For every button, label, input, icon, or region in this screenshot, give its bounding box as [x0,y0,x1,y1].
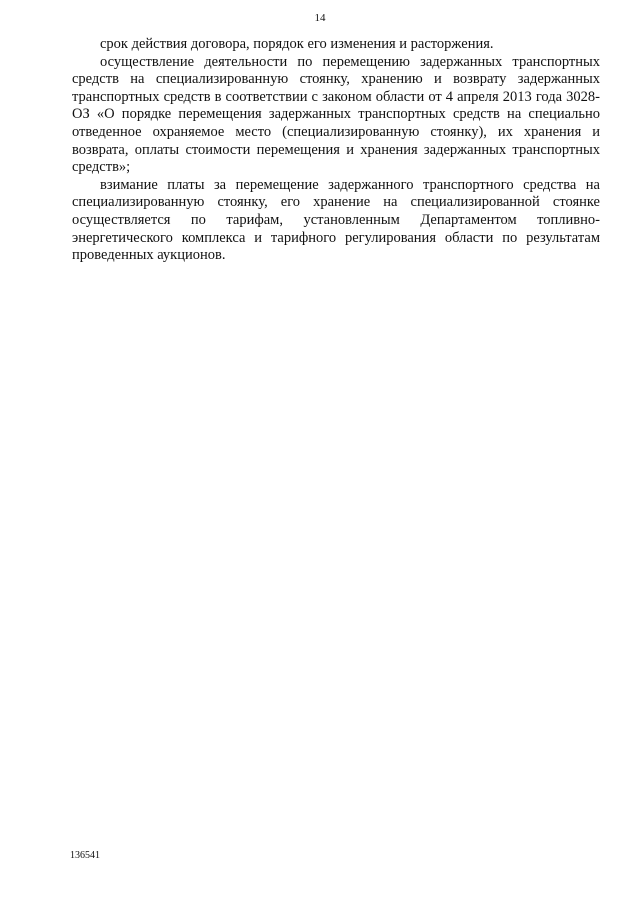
paragraph-vehicle-relocation: осуществление деятельности по перемещению задержанных транспортных средств на специализированную стоянку, хранению и возврату задержанных транспортных средств в соответствии с законом области от 4 апреля 2013 года 3028-ОЗ «О порядке перемещения задержанных транспортных средств на специально отведенное охраняемое место (специализированную стоянку), их хранения и возврата, оплаты стоимости перемещения и хранения задержанных транспортных средств»; [72,53,600,176]
paragraph-contract-term: срок действия договора, порядок его изменения и расторжения. [100,36,494,52]
document-code: 136541 [70,850,100,861]
document-body [72,36,600,265]
paragraph-fee-collection: взимание платы за перемещение задержанного транспортного средства на специализированную стоянку, его хранение на специализированной стоянке осуществляется по тарифам, установленным Департаментом топливно-энергетического комплекса и тарифного регулирования области по результатам проведенных аукционов. [72,176,600,264]
page-number: 14 [314,12,326,24]
